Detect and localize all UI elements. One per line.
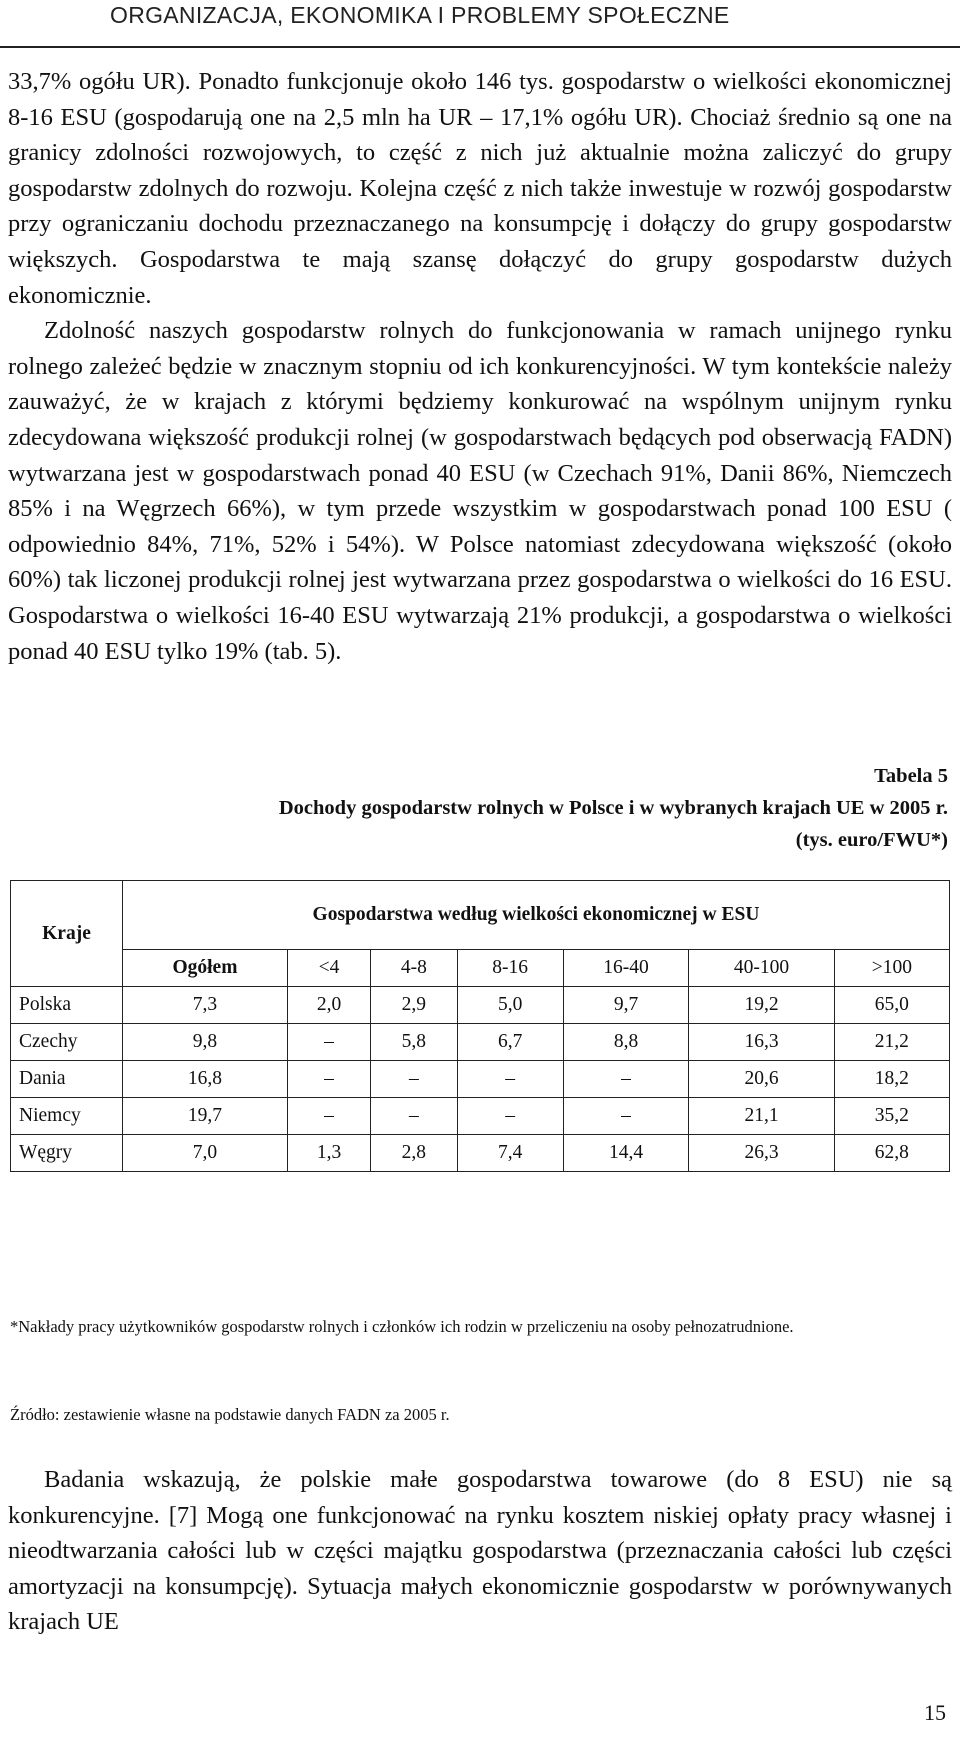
table-title: Dochody gospodarstw rolnych w Polsce i w wybranych krajach UE w 2005 r. bbox=[278, 797, 948, 819]
table-cell: – bbox=[287, 1061, 370, 1098]
running-header-title: ORGANIZACJA, EKONOMIKA I PROBLEMY SPOŁECZNE bbox=[110, 2, 730, 28]
running-header bbox=[0, 0, 960, 48]
table-cell: 18,2 bbox=[834, 1061, 949, 1098]
table-row bbox=[11, 1024, 950, 1061]
table-caption bbox=[48, 760, 948, 856]
table-unit: (tys. euro/FWU*) bbox=[795, 829, 948, 851]
column-header: 8-16 bbox=[457, 950, 563, 987]
table-cell: 19,7 bbox=[123, 1098, 288, 1135]
table-cell: 7,0 bbox=[123, 1135, 288, 1172]
table-cell: 1,3 bbox=[287, 1135, 370, 1172]
table-cell: – bbox=[287, 1098, 370, 1135]
paragraph-3: Badania wskazują, że polskie małe gospodarstwa towarowe (do 8 ESU) nie są konkurencyjne. [7] Mogą one funkcjonować na rynku kosztem niskiej opłaty pracy własnej i nieodtwarzania całości lub w części majątku gospodarstwa (przeznaczania całości lub części amortyzacji na konsumpcję). Sytuacja małych ekonomicznie gospodarstw w porównywanych krajach UE bbox=[8, 1466, 952, 1636]
body-text-bottom bbox=[8, 1462, 952, 1640]
table-cell: 21,1 bbox=[689, 1098, 834, 1135]
column-header: <4 bbox=[287, 950, 370, 987]
table-cell: 21,2 bbox=[834, 1024, 949, 1061]
table-row bbox=[11, 1061, 950, 1098]
table-cell: – bbox=[563, 1098, 689, 1135]
paragraph-2: Zdolność naszych gospodarstw rolnych do funkcjonowania w ramach unijnego rynku rolnego zależeć będzie w znacznym stopniu od ich konkurencyjności. W tym kontekście należy zauważyć, że w krajach z którymi będziemy konkurować na wspólnym unijnym rynku zdecydowana większość produkcji rolnej (w gospodarstwach będących pod obserwacją FADN) wytwarzana jest w gospodarstwach ponad 40 ESU (w Czechach 91%, Danii 86%, Niemczech 85% i na Węgrzech 66%), w tym przede wszystkim w gospodarstwach ponad 100 ESU ( odpowiednio 84%, 71%, 52% i 54%). W Polsce natomiast zdecydowana większość (około 60%) tak liczonej produkcji rolnej jest wytwarzana przez gospodarstwa o wielkości do 16 ESU. Gospodarstwa o wielkości 16-40 ESU wytwarzają 21% produkcji, a gospodarstwa o wielkości ponad 40 ESU tylko 19% (tab. 5). bbox=[8, 317, 952, 665]
body-text-top bbox=[8, 64, 952, 669]
income-table bbox=[10, 880, 950, 1172]
table-cell: – bbox=[371, 1098, 457, 1135]
table-footnote: *Nakłady pracy użytkowników gospodarstw rolnych i członków ich rodzin w przeliczeniu na osoby pełnozatrudnione. bbox=[10, 1317, 794, 1336]
table-cell: – bbox=[457, 1098, 563, 1135]
table-header-row bbox=[11, 881, 950, 950]
table-cell: – bbox=[287, 1024, 370, 1061]
country-cell: Niemcy bbox=[11, 1098, 123, 1135]
table-cell: 9,8 bbox=[123, 1024, 288, 1061]
table-row bbox=[11, 987, 950, 1024]
column-header-country: Kraje bbox=[11, 881, 123, 987]
table-row bbox=[11, 1098, 950, 1135]
column-group-header: Gospodarstwa według wielkości ekonomicznej w ESU bbox=[123, 881, 950, 950]
table-cell: 20,6 bbox=[689, 1061, 834, 1098]
table-cell: 6,7 bbox=[457, 1024, 563, 1061]
table-cell: 19,2 bbox=[689, 987, 834, 1024]
table-cell: 14,4 bbox=[563, 1135, 689, 1172]
page-number: 15 bbox=[924, 1700, 946, 1725]
table-cell: 7,4 bbox=[457, 1135, 563, 1172]
table-cell: 9,7 bbox=[563, 987, 689, 1024]
table-cell: 35,2 bbox=[834, 1098, 949, 1135]
table-cell: – bbox=[371, 1061, 457, 1098]
column-header: >100 bbox=[834, 950, 949, 987]
country-cell: Czechy bbox=[11, 1024, 123, 1061]
table-cell: 2,8 bbox=[371, 1135, 457, 1172]
table-cell: 2,9 bbox=[371, 987, 457, 1024]
table-cell: 16,3 bbox=[689, 1024, 834, 1061]
table-source: Źródło: zestawienie własne na podstawie danych FADN za 2005 r. bbox=[10, 1405, 450, 1424]
table-cell: – bbox=[457, 1061, 563, 1098]
column-header: 4-8 bbox=[371, 950, 457, 987]
table-cell: 2,0 bbox=[287, 987, 370, 1024]
country-cell: Polska bbox=[11, 987, 123, 1024]
table-cell: 7,3 bbox=[123, 987, 288, 1024]
table-cell: 62,8 bbox=[834, 1135, 949, 1172]
table-cell: 16,8 bbox=[123, 1061, 288, 1098]
column-header: 40-100 bbox=[689, 950, 834, 987]
table-subheader-row bbox=[11, 950, 950, 987]
table-cell: 65,0 bbox=[834, 987, 949, 1024]
country-cell: Węgry bbox=[11, 1135, 123, 1172]
column-header: 16-40 bbox=[563, 950, 689, 987]
paragraph-1: 33,7% ogółu UR). Ponadto funkcjonuje około 146 tys. gospodarstw o wielkości ekonomicznej 8-16 ESU (gospodarują one na 2,5 mln ha UR – 17,1% ogółu UR). Chociaż średnio są one na granicy zdolności rozwojowych, to część z nich już aktualnie można zaliczyć do grupy gospodarstw zdolnych do rozwoju. Kolejna część z nich także inwestuje w rozwój gospodarstw przy ograniczaniu dochodu przeznaczanego na konsumpcję i dołączy do grupy gospodarstw większych. Gospodarstwa te mają szansę dołączyć do grupy gospodarstw dużych ekonomicznie. bbox=[8, 68, 952, 309]
table-cell: 26,3 bbox=[689, 1135, 834, 1172]
column-header: Ogółem bbox=[123, 950, 288, 987]
country-cell: Dania bbox=[11, 1061, 123, 1098]
table-cell: – bbox=[563, 1061, 689, 1098]
table-cell: 5,8 bbox=[371, 1024, 457, 1061]
table-cell: 8,8 bbox=[563, 1024, 689, 1061]
table-cell: 5,0 bbox=[457, 987, 563, 1024]
table-label: Tabela 5 bbox=[874, 765, 948, 787]
table-row bbox=[11, 1135, 950, 1172]
